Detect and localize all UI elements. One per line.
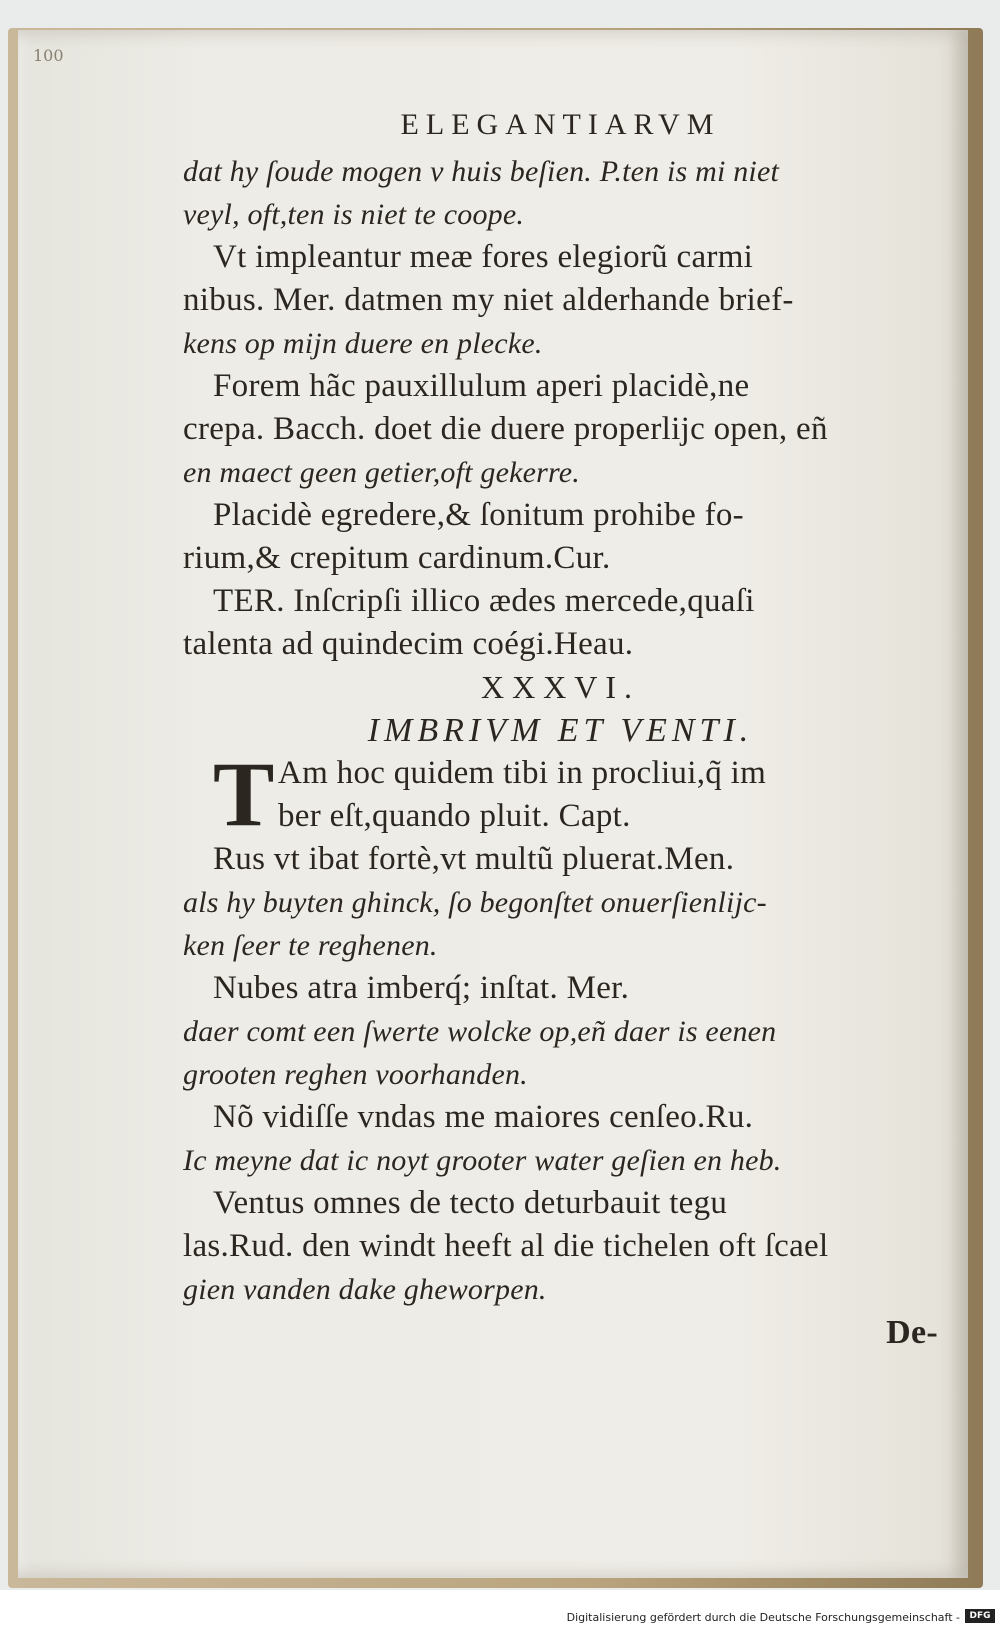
text-line: nibus. Mer. datmen my niet alderhande brief- bbox=[183, 282, 794, 318]
text-line: TER. Inſcripſi illico ædes mercede,quaſi bbox=[213, 583, 755, 619]
text-line: crepa. Bacch. doet die duere properlijc open, eñ bbox=[183, 411, 828, 447]
text-line: en maect geen getier,oft gekerre. bbox=[183, 456, 580, 489]
text-line: kens op mijn duere en plecke. bbox=[183, 327, 543, 360]
top-text-lines bbox=[183, 150, 938, 666]
text-line: grooten reghen voorhanden. bbox=[183, 1058, 528, 1091]
text-line: veyl, oft,ten is niet te coope. bbox=[183, 198, 525, 231]
text-line: Placidè egredere,& ſonitum prohibe fo- bbox=[213, 497, 744, 533]
text-block bbox=[183, 98, 938, 1354]
text-line: gien vanden dake gheworpen. bbox=[183, 1273, 547, 1306]
dfg-logo: DFG bbox=[965, 1609, 995, 1623]
text-line: rium,& crepitum cardinum.Cur. bbox=[183, 540, 611, 576]
initial-paragraph bbox=[183, 743, 938, 845]
book-page bbox=[18, 30, 968, 1578]
section-title: IMBRIVM ET VENTI. bbox=[367, 712, 754, 749]
section-number: XXXVI. bbox=[480, 669, 641, 705]
text-line: Forem hãc pauxillulum aperi placidè,ne bbox=[213, 368, 750, 404]
text-line: las.Rud. den windt heeft al die tichelen oft ſcael bbox=[183, 1228, 829, 1264]
text-line: als hy buyten ghinck, ſo begonſtet onuerſienlijc- bbox=[183, 886, 767, 919]
text-line: Nubes atra imberq́; inſtat. Mer. bbox=[213, 970, 630, 1006]
initial-line: Am hoc quidem tibi in procliui,q̃ im bbox=[278, 755, 767, 791]
text-line: daer comt een ſwerte wolcke op,eñ daer is eenen bbox=[183, 1015, 777, 1048]
drop-cap: T bbox=[213, 743, 275, 845]
text-line: Ventus omnes de tecto deturbauit tegu bbox=[213, 1185, 728, 1221]
text-line: Ic meyne dat ic noyt grooter water geſien en heb. bbox=[183, 1144, 782, 1177]
text-line: ken ſeer te reghenen. bbox=[183, 929, 438, 962]
catchword-row bbox=[183, 1311, 938, 1354]
text-line: dat hy ſoude mogen v huis beſien. P.ten is mi niet bbox=[183, 155, 780, 188]
catchword: De- bbox=[886, 1314, 938, 1351]
text-line: Nõ vidiſſe vndas me maiores cenſeo.Ru. bbox=[213, 1099, 754, 1135]
initial-line: ber eſt,quando pluit. Capt. bbox=[278, 798, 631, 834]
footer-credit: Digitalisierung gefördert durch die Deutsche Forschungsgemeinschaft - bbox=[566, 1611, 960, 1624]
running-head: ELEGANTIARVM bbox=[400, 108, 721, 141]
text-line: Vt impleantur meæ fores elegiorũ carmi bbox=[213, 239, 754, 275]
page-number: 100 bbox=[33, 46, 64, 65]
text-line: Rus vt ibat fortè,vt multũ pluerat.Men. bbox=[213, 841, 735, 877]
bottom-text-lines bbox=[183, 838, 938, 1311]
text-line: talenta ad quindecim coégi.Heau. bbox=[183, 626, 634, 662]
